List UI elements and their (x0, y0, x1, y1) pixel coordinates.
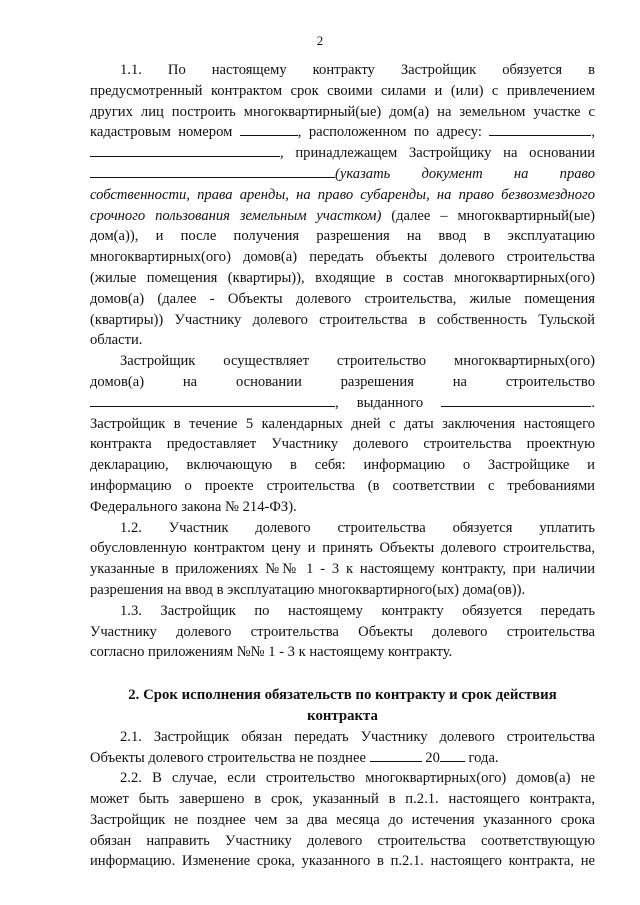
text-fragment: (далее – многоквартирный(ые) (381, 207, 595, 224)
text-line: Застройщик в течение 5 календарных дней с даты заключения настоящего (90, 415, 595, 432)
text-line: других лиц построить многоквартирный(ые) дом(а) на земельном участке с (90, 103, 595, 120)
text-fragment: . (591, 394, 595, 411)
text-line (90, 143, 595, 164)
text-line (90, 122, 595, 143)
text-line: разрешения на ввод в эксплуатацию многоквартирного(ых) дома(ов)). (90, 581, 526, 598)
text-line (90, 393, 595, 414)
clause-1-3 (90, 601, 595, 663)
text-line: дом(а)), и после получения разрешения на ввод в эксплуатацию (90, 228, 595, 245)
text-fragment: Объекты долевого строительства не позднее (90, 749, 366, 766)
text-fragment: , расположенном по адресу: (297, 124, 482, 141)
text-line: (квартиры)) Участнику долевого строительства в собственность Тульской (90, 311, 595, 328)
text-line (90, 164, 595, 185)
text-line: Федерального закона № 214-ФЗ). (90, 498, 297, 515)
text-line: 2.1. Застройщик обязан передать Участнику долевого строительства (120, 728, 595, 745)
text-line: 1.2. Участник долевого строительства обязуется уплатить (120, 519, 595, 536)
clause-2-2 (90, 768, 595, 872)
text-line: обязан направить Участнику долевого строительства соответствующую (90, 832, 595, 849)
address-blank-continued (90, 143, 280, 157)
heading-line: контракта (307, 707, 378, 724)
text-line (90, 206, 595, 227)
italic-note: собственности, права аренды, на право субаренды, на право безвозмездного (90, 186, 595, 203)
text-line: контракта предоставляет Участнику долевого строительства проектную (90, 436, 595, 453)
year-blank (440, 748, 465, 762)
date-blank (370, 748, 422, 762)
text-fragment: года. (468, 749, 499, 766)
permit-number-blank (90, 393, 335, 407)
text-line: Застройщик осуществляет строительство многоквартирных(ого) (120, 353, 595, 370)
cadastral-number-blank (240, 122, 298, 136)
text-fragment: , (591, 124, 595, 141)
text-line: указанные в приложениях №№ 1 - 3 к настоящему контракту, при наличии (90, 561, 595, 578)
text-line (90, 748, 595, 769)
text-line: домов(а) (далее - Объекты долевого строительства, жилые помещения (90, 290, 595, 307)
text-line: 1.1. По настоящему контракту Застройщик обязуется в (120, 62, 595, 78)
text-line: (жилые помещения (квартиры)), входящие в состав многоквартирных(ого) (90, 269, 595, 286)
document-body (90, 60, 595, 872)
text-fragment: , выданного (335, 394, 424, 411)
text-line: многоквартирных(ого) домов(а) передать объекты долевого строительства (90, 249, 595, 266)
year-prefix: 20 (425, 749, 440, 766)
italic-note: (указать документ на право (335, 165, 595, 182)
section-2-heading (90, 685, 595, 727)
address-blank (489, 122, 591, 136)
text-line: предусмотренный контрактом срок своими силами и (или) с привлечением (90, 82, 595, 99)
clause-1-1 (90, 60, 595, 351)
text-line: области. (90, 332, 143, 349)
builder-permit-paragraph (90, 351, 595, 517)
clause-2-1 (90, 727, 595, 769)
text-line: декларацию, включающую в себя: информацию о Застройщике и (90, 457, 595, 474)
text-line: домов(а) на основании разрешения на строительство (90, 373, 595, 390)
text-line: может быть завершено в срок, указанный в п.2.1. настоящего контракта, (90, 791, 595, 808)
text-line: согласно приложениям №№ 1 - 3 к настоящему контракту. (90, 644, 453, 661)
text-line: обусловленную контрактом цену и принять Объекты долевого строительства, (90, 540, 595, 557)
text-line: 2.2. В случае, если строительство многоквартирных(ого) домов(а) не (120, 770, 595, 787)
page-number: 2 (316, 33, 324, 48)
text-line: 1.3. Застройщик по настоящему контракту обязуется передать (120, 602, 595, 619)
text-line: информацию. Изменение срока, указанного в п.2.1. настоящего контракта, не (90, 853, 595, 870)
issuer-blank (441, 393, 591, 407)
text-line: Участнику долевого строительства Объекты долевого строительства (90, 623, 595, 640)
legal-basis-blank (90, 164, 335, 178)
clause-1-2 (90, 518, 595, 601)
text-fragment: кадастровым номером (90, 124, 233, 141)
text-fragment: , принадлежащем Застройщику на основании (280, 145, 595, 162)
italic-note: срочного пользования земельным участком) (90, 207, 382, 224)
text-line: Застройщик не позднее чем за два месяца до истечения указанного срока (90, 811, 595, 828)
text-line: информацию о проекте строительства (в соответствии с требованиями (90, 477, 595, 494)
heading-line: 2. Срок исполнения обязательств по контракту и срок действия (128, 687, 557, 704)
